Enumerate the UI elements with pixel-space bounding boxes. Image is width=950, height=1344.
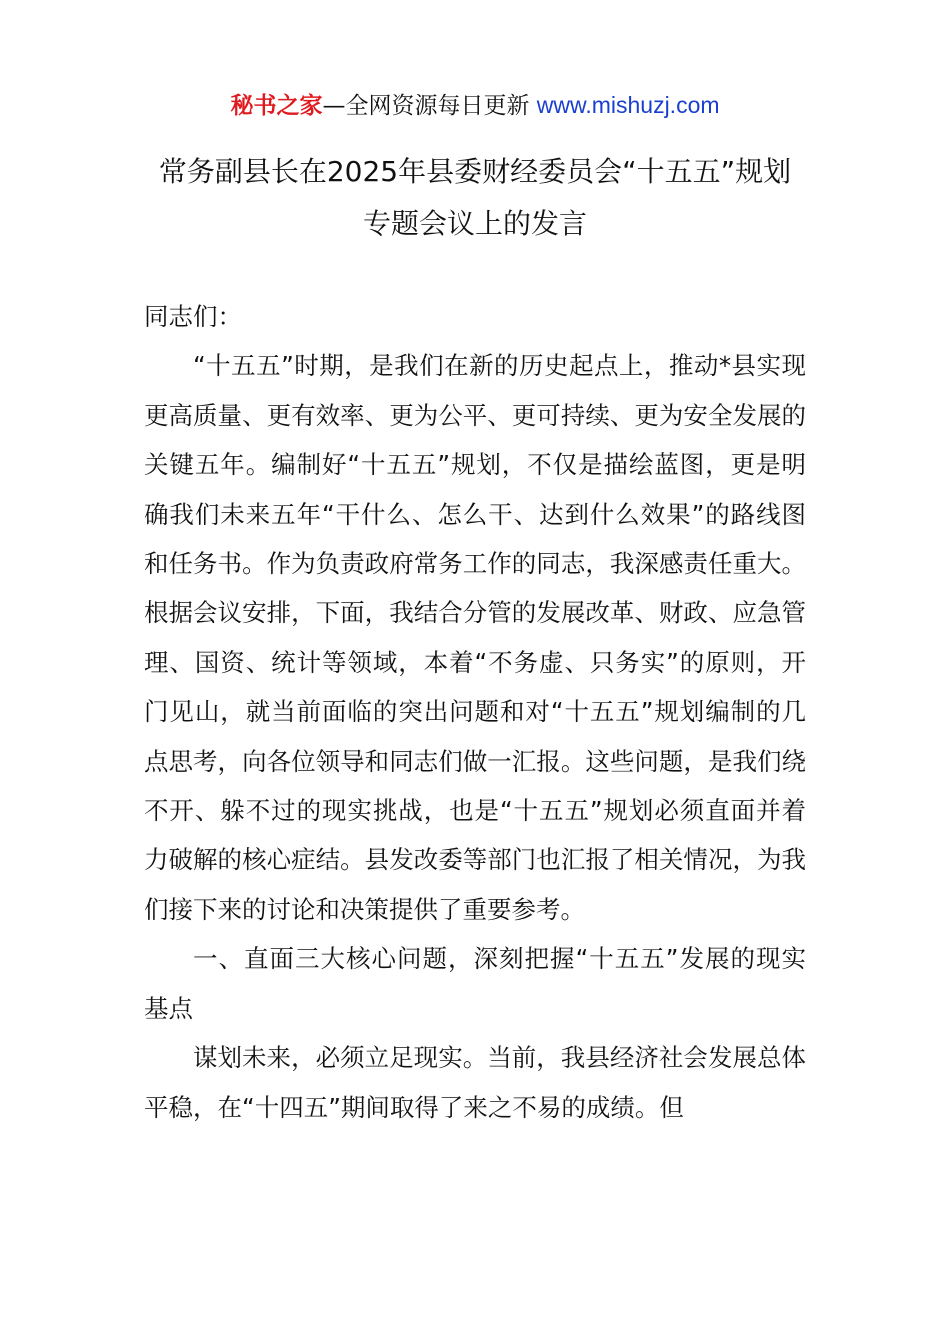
salutation: 同志们： — [144, 302, 242, 331]
paragraph-intro: “十五五”时期，是我们在新的历史起点上，推动*县实现更高质量、更有效率、更为公平、更可持续、更为安全发展的关键五年。编制好“十五五”规划，不仅是描绘蓝图，更是明确我们未来五年“干什么、怎么干、达到什么效果”的路线图和任务书。作为负责政府常务工作的同志，我深感责任重大。根据会议安排，下面，我结合分管的发展改革、财政、应急管理、国资、统计等领域，本着“不务虚、只务实”的原则，开门见山，就当前面临的突出问题和对“十五五”规划编制的几点思考，向各位领导和同志们做一汇报。这些问题，是我们绕不开、躲不过的现实挑战，也是“十五五”规划必须直面并着力破解的核心症结。县发改委等部门也汇报了相关情况，为我们接下来的讨论和决策提供了重要参考。 — [144, 351, 806, 924]
site-tagline: —全网资源每日更新 — [322, 93, 530, 119]
section-heading-1: 一、直面三大核心问题，深刻把握“十五五”发展的现实基点 — [144, 944, 806, 1023]
site-header — [0, 88, 950, 123]
site-brand: 秘书之家 — [230, 93, 323, 119]
document-title: 常务副县长在2025年县委财经委员会“十五五”规划专题会议上的发言 — [158, 155, 792, 240]
site-url-link[interactable]: www.mishuzj.com — [536, 92, 720, 118]
paragraph-section-1: 谋划未来，必须立足现实。当前，我县经济社会发展总体平稳，在“十四五”期间取得了来之不易的成绩。但 — [144, 1043, 806, 1122]
document-body — [144, 292, 806, 1132]
